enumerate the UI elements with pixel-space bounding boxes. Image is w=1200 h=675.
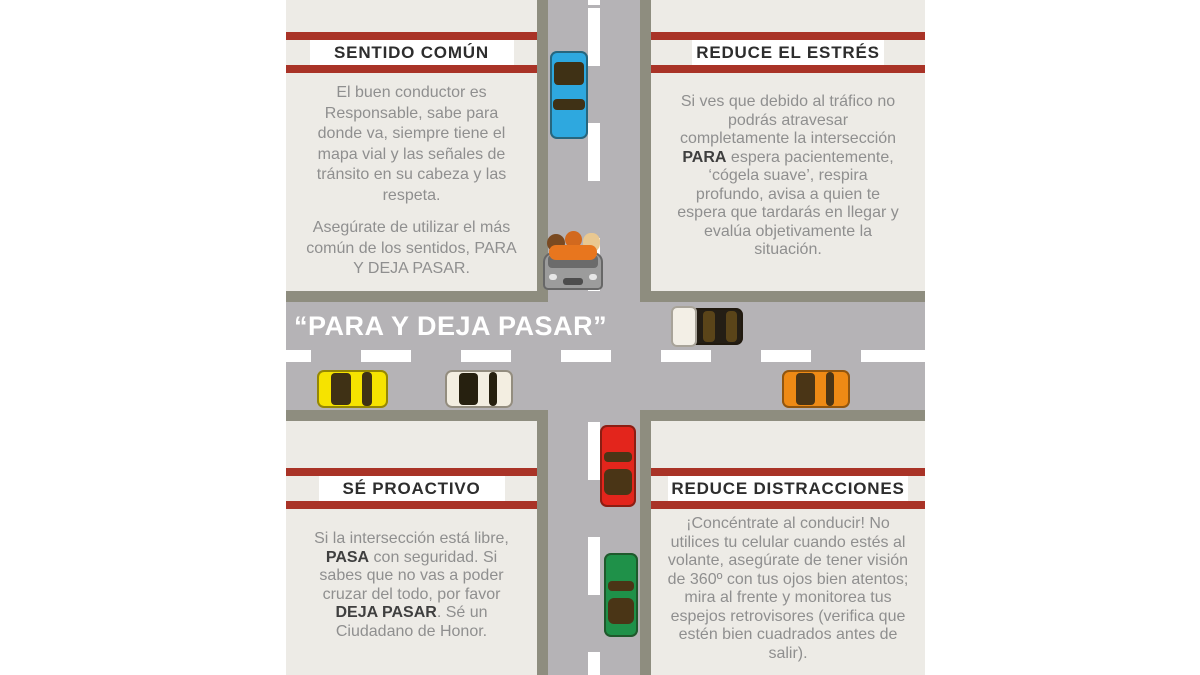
panel-title: REDUCE EL ESTRÉS <box>692 40 884 65</box>
headlight <box>549 274 557 280</box>
panel-paragraph: Asegúrate de utilizar el más común de los sentidos, PARA Y DEJA PASAR. <box>306 219 517 277</box>
panel-title: SÉ PROACTIVO <box>319 476 505 501</box>
passenger-torsos <box>549 245 597 260</box>
red-stripe <box>651 32 925 40</box>
red-stripe <box>651 468 925 476</box>
red-car <box>600 425 636 507</box>
red-stripe <box>286 468 537 476</box>
red-stripe <box>286 501 537 509</box>
car-grille <box>563 278 583 285</box>
red-stripe <box>286 65 537 73</box>
horizontal-lane-divider <box>286 350 925 362</box>
panel-title: REDUCE DISTRACCIONES <box>668 476 908 501</box>
panel-header <box>651 32 925 73</box>
carpool-car-illustration <box>541 228 605 290</box>
red-stripe <box>651 65 925 73</box>
panel-header <box>286 32 537 73</box>
panel-header <box>651 468 925 509</box>
panel-reduce-distracciones <box>640 410 925 675</box>
red-stripe <box>286 32 537 40</box>
panel-header <box>286 468 537 509</box>
intersection-scene <box>286 0 925 675</box>
panel-paragraph: ¡Concéntrate al conducir! No utilices tu celular cuando estés al volante, asegúrate de tener visión de 360º con tus ojos bien atentos; mira al frente y monitorea tus espejos retrovisores (verifica que estén bien cuadrados antes de salir). <box>667 515 909 662</box>
panel-paragraph: Si la intersección está libre, PASA con seguridad. Si sabes que no vas a poder cruzar del todo, por favor DEJA PASAR. Sé un Ciudadano de Honor. <box>314 530 509 640</box>
red-stripe <box>651 501 925 509</box>
panel-sentido-comun <box>286 0 548 302</box>
black-white-car <box>672 308 743 345</box>
panel-title: SENTIDO COMÚN <box>310 40 514 65</box>
headlight <box>589 274 597 280</box>
car-hood <box>671 306 697 347</box>
panel-paragraph: El buen conductor es Responsable, sabe para donde va, siempre tiene el mapa vial y las señales de tránsito en su cabeza y las respeta. <box>316 84 507 204</box>
vertical-lane-divider-bottom <box>588 422 600 675</box>
yellow-car <box>317 370 388 408</box>
white-car <box>445 370 513 408</box>
blue-car <box>550 51 588 139</box>
panel-paragraph: Si ves que debido al tráfico no podrás atravesar completamente la intersección PARA espera pacientemente, ‘cógela suave’, respira profundo, avisa a quien te espera que tardarás en llegar y evalúa objetivamente la situación. <box>677 93 899 258</box>
center-slogan: “PARA Y DEJA PASAR” <box>294 311 608 341</box>
green-car <box>604 553 638 637</box>
panel-reduce-el-estres <box>640 0 925 302</box>
orange-car <box>782 370 850 408</box>
panel-se-proactivo <box>286 410 548 675</box>
